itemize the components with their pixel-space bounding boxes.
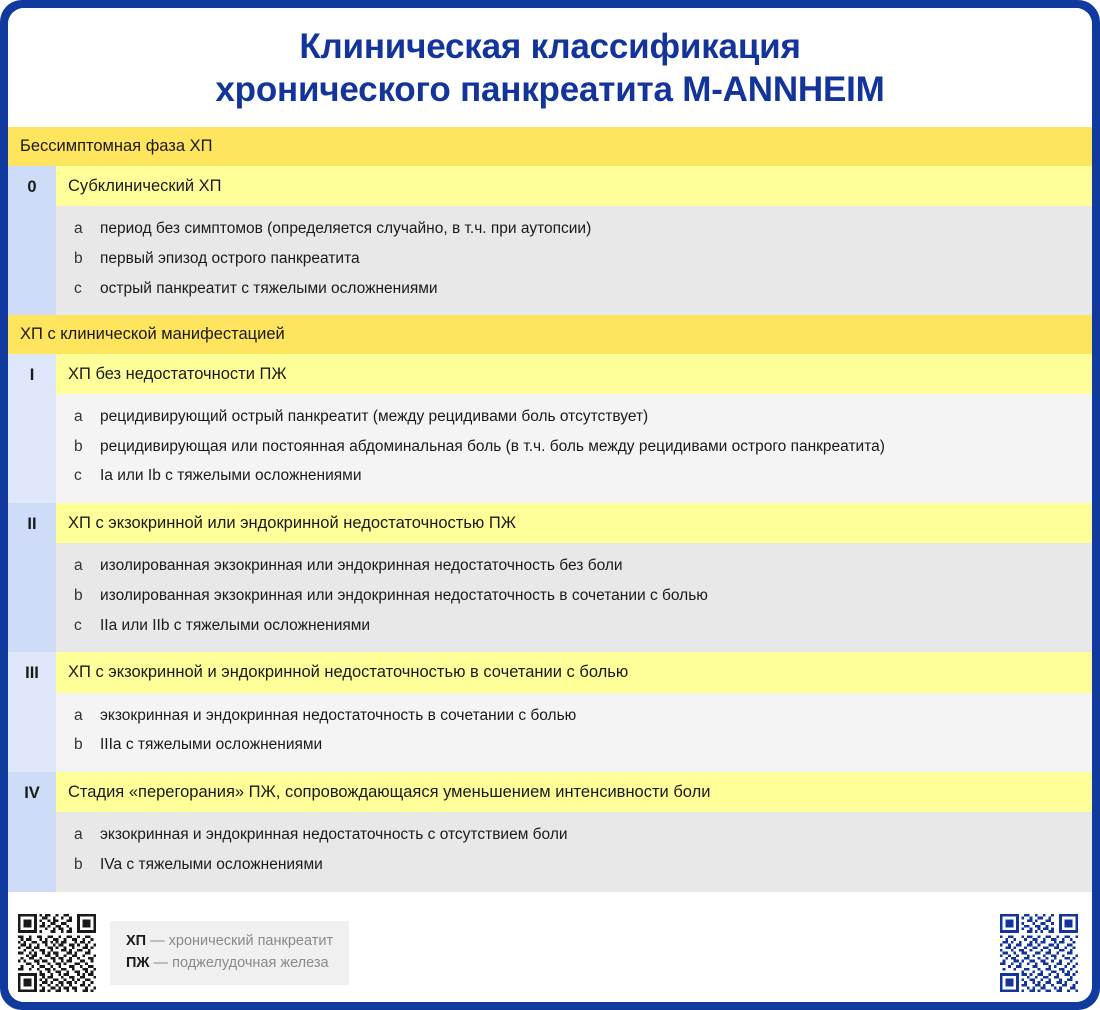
- stage-title: Субклинический ХП: [56, 166, 1092, 207]
- subitem-text: IIa или IIb с тяжелыми осложнениями: [100, 616, 371, 634]
- subitem-row: [68, 731, 1082, 761]
- subitem-text: IVa с тяжелыми осложнениями: [100, 856, 323, 873]
- stage-body: [56, 652, 1092, 772]
- subitem-row: [68, 275, 1082, 305]
- page-title: [8, 8, 1092, 127]
- subitem-list: [56, 394, 1092, 503]
- stage-body: [56, 166, 1092, 315]
- legend-abbr: ПЖ: [126, 954, 150, 971]
- subitem-letter: a: [74, 706, 83, 724]
- subitem-list: [56, 812, 1092, 891]
- subitem-letter: b: [74, 249, 83, 267]
- stage-title: ХП с экзокринной или эндокринной недостаточностью ПЖ: [56, 503, 1092, 544]
- subitem-row: [68, 433, 1082, 463]
- subitem-letter: b: [74, 587, 83, 605]
- stage-block: [8, 772, 1092, 892]
- subitem-letter: a: [74, 557, 83, 575]
- subitem-text: экзокринная и эндокринная недостаточность в сочетании с болью: [100, 706, 577, 724]
- stage-block: [8, 166, 1092, 315]
- subitem-row: [68, 245, 1082, 275]
- subitem-letter: c: [74, 467, 82, 485]
- subitem-row: [68, 702, 1082, 732]
- legend-row: [126, 953, 333, 974]
- subitem-letter: c: [74, 279, 82, 297]
- subitem-row: [68, 851, 1082, 881]
- title-line-2: хронического панкреатита M-ANNHEIM: [215, 69, 885, 109]
- subitem-text: период без симптомов (определяется случайно, в т.ч. при аутопсии): [100, 220, 592, 238]
- legend-box: [110, 921, 349, 984]
- stage-block: [8, 503, 1092, 652]
- subitem-list: [56, 543, 1092, 652]
- stage-number: I: [8, 354, 56, 503]
- stage-number: II: [8, 503, 56, 652]
- subitem-text: экзокринная и эндокринная недостаточность с отсутствием боли: [100, 826, 568, 844]
- qr-code-left-icon[interactable]: [18, 914, 96, 992]
- subitem-list: [56, 693, 1092, 772]
- footer: [8, 904, 1092, 1002]
- stage-number: 0: [8, 166, 56, 315]
- subitem-letter: b: [74, 437, 83, 455]
- subitem-letter: a: [74, 826, 83, 844]
- subitem-row: [68, 582, 1082, 612]
- subitem-letter: b: [74, 856, 83, 873]
- legend-dash: —: [149, 954, 173, 971]
- legend-dash: —: [146, 933, 169, 950]
- stage-title: Стадия «перегорания» ПЖ, сопровождающаяся уменьшением интенсивности боли: [56, 772, 1092, 813]
- subitem-letter: c: [74, 616, 82, 634]
- subitem-text: рецидивирующая или постоянная абдоминальная боль (в т.ч. боль между рецидивами острого панкреатита): [100, 437, 885, 455]
- legend-meaning: поджелудочная железа: [172, 954, 329, 971]
- subitem-text: изолированная экзокринная или эндокринная недостаточность в сочетании с болью: [100, 587, 708, 605]
- stage-body: [56, 354, 1092, 503]
- stage-body: [56, 503, 1092, 652]
- subitem-text: IIIa с тяжелыми осложнениями: [100, 736, 323, 754]
- classification-table: [8, 127, 1092, 904]
- subitem-letter: a: [74, 220, 83, 238]
- subitem-row: [68, 403, 1082, 433]
- legend-row: [126, 931, 333, 952]
- stage-block: [8, 354, 1092, 503]
- subitem-row: [68, 612, 1082, 642]
- section-header: ХП с клинической манифестацией: [8, 315, 1092, 354]
- stage-number: IV: [8, 772, 56, 892]
- qr-code-right-icon[interactable]: [1000, 914, 1078, 992]
- subitem-row: [68, 462, 1082, 492]
- stage-number: III: [8, 652, 56, 772]
- legend-meaning: хронический панкреатит: [168, 933, 334, 950]
- subitem-row: [68, 552, 1082, 582]
- legend-abbr: ХП: [126, 933, 147, 950]
- subitem-list: [56, 206, 1092, 315]
- subitem-text: Ia или Ib с тяжелыми осложнениями: [100, 467, 362, 485]
- poster-inner: [8, 8, 1092, 1002]
- subitem-row: [68, 821, 1082, 851]
- stage-body: [56, 772, 1092, 892]
- subitem-row: [68, 215, 1082, 245]
- subitem-text: рецидивирующий острый панкреатит (между рецидивами боль отсутствует): [100, 408, 649, 426]
- subitem-letter: b: [74, 736, 83, 754]
- stage-title: ХП с экзокринной и эндокринной недостаточностью в сочетании с болью: [56, 652, 1092, 693]
- subitem-text: изолированная экзокринная или эндокринная недостаточность без боли: [100, 557, 623, 575]
- title-line-1: Клиническая классификация: [299, 27, 801, 66]
- subitem-letter: a: [74, 408, 83, 426]
- stage-block: [8, 652, 1092, 772]
- stage-title: ХП без недостаточности ПЖ: [56, 354, 1092, 395]
- subitem-text: острый панкреатит с тяжелыми осложнениями: [100, 279, 438, 297]
- section-header: Бессимптомная фаза ХП: [8, 127, 1092, 166]
- subitem-text: первый эпизод острого панкреатита: [100, 249, 360, 267]
